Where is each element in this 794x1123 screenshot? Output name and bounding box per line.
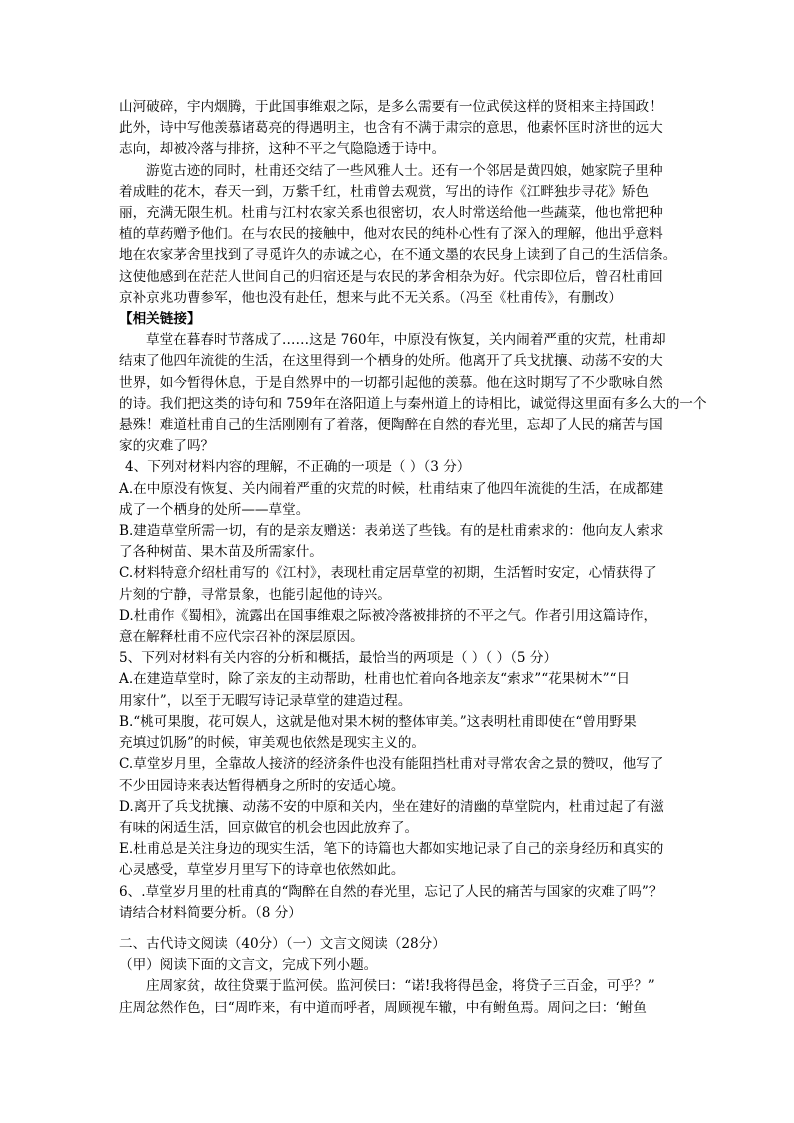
question-4-stem: 4、下列对材料内容的理解，不正确的一项是（ ）（3 分） — [125, 459, 471, 476]
sub-heading: （甲）阅读下面的文言文，完成下列小题。 — [119, 957, 378, 974]
text-line: 丽，充满无限生机。杜甫与江村农家关系也很密切，农人时常送给他一些蔬菜，他也常把种 — [119, 205, 663, 222]
option-c: C.材料特意介绍杜甫写的《江村》，表现杜甫定居草堂的初期，生活暂时安定，心情获得了 — [119, 565, 657, 582]
option-a-cont: 用家什”，以至于无暇写诗记录草堂的建造过程。 — [119, 692, 412, 709]
text-line: 这使他感到在茫茫人世间自己的归宿还是与农民的茅舍相杂为好。代宗即位后，曾召杜甫回 — [119, 268, 663, 285]
text-line: 家的灾难了吗？ — [119, 438, 215, 455]
section-heading: 二、古代诗文阅读（40分）（一）文言文阅读（28分） — [119, 935, 446, 952]
paragraph-start: 庄周家贫，故往贷粟于监河侯。监河侯曰：“诺!我将得邑金，将贷子三百金，可乎？” — [146, 978, 655, 995]
text-line: 植的草药赠予他们。在与农民的接触中，他对农民的纯朴心性有了深入的理解，他出乎意料 — [119, 226, 663, 243]
option-b-cont: 充填过饥肠”的时候，审美观也依然是现实主义的。 — [119, 735, 426, 752]
option-b-cont: 了各种树苗、果木苗及所需家什。 — [119, 544, 323, 561]
option-c-cont: 不少田园诗来表达暂得栖身之所时的安适心境。 — [119, 777, 405, 794]
option-a: A.在中原没有恢复、关内闹着严重的灾荒的时候，杜甫结束了他四年流徙的生活，在成都建 — [119, 480, 664, 497]
question-6-stem: 6、.草堂岁月里的杜甫真的“陶醉在自然的春光里，忘记了人民的痛苦与国家的灾难了吗”？ — [119, 883, 663, 900]
section-gap — [119, 924, 681, 934]
option-d: D.杜甫作《蜀相》，流露出在国事维艰之际被冷落被排挤的不平之气。作者引用这篇诗作， — [119, 607, 658, 624]
text-line: 此外，诗中写他羡慕诸葛亮的得遇明主，也含有不满于肃宗的意思，他素怀匡时济世的远大 — [119, 120, 663, 137]
text-line: 悬殊！难道杜甫自己的生活刚刚有了着落，便陶醉在自然的春光里，忘却了人民的痛苦与国 — [119, 417, 663, 434]
option-a: A.在建造草堂时，除了亲友的主动帮助，杜甫也忙着向各地亲友“索求”“花果树木”“日 — [119, 671, 631, 688]
text-line: 京补京兆功曹参军，他也没有赴任，想来与此不无关系。（冯至《杜甫传》，有删改） — [119, 289, 622, 306]
option-b: B.“桃可果腹，花可娱人，这就是他对果木树的整体审美。”这表明杜甫即使在“曾用野果 — [119, 713, 637, 730]
option-a-cont: 成了一个栖身的处所——草堂。 — [119, 501, 310, 518]
option-e-cont: 心灵感受，草堂岁月里写下的诗章也依然如此。 — [119, 862, 405, 879]
paragraph-start: 游览古迹的同时，杜甫还交结了一些风雅人士。还有一个邻居是黄四娘，她家院子里种 — [146, 162, 663, 179]
option-e: E.杜甫总是关注身边的现实生活，笔下的诗篇也大都如实地记录了自己的亲身经历和真实的 — [119, 841, 664, 858]
option-c-cont: 片刻的宁静，寻常景象，也能引起他的诗兴。 — [119, 586, 391, 603]
option-b: B.建造草堂所需一切，有的是亲友赠送：表弟送了些钱。有的是杜甫索求的：他向友人索求 — [119, 523, 664, 540]
option-d-cont: 意在解释杜甫不应代宗召补的深层原因。 — [119, 629, 364, 646]
text-line: 的诗。我们把这类的诗句和 759年在洛阳道上与秦州道上的诗相比，诚觉得这里面有多么大的一个 — [119, 395, 707, 412]
paragraph-start: 草堂在暮春时节落成了……这是 760年，中原没有恢复，关内闹着严重的灾荒，杜甫却 — [146, 332, 666, 349]
related-heading: 【相关链接】 — [119, 311, 201, 328]
text-line: 山河破碎，宇内烟腾，于此国事维艰之际，是多么需要有一位武侯这样的贤相来主持国政！ — [119, 99, 663, 115]
option-d: D.离开了兵戈扰攘、动荡不安的中原和关内，坐在建好的清幽的草堂院内，杜甫过起了有滋 — [119, 798, 664, 815]
text-line: 地在农家茅舍里找到了寻觅许久的赤诚之心，在不通文墨的农民身上读到了自己的生活信条。 — [119, 247, 677, 264]
option-d-cont: 有味的闲适生活，回京做官的机会也因此放弃了。 — [119, 819, 419, 836]
text-line: 庄周忿然作色，曰“周昨来，有中道而呼者，周顾视车辙，中有鲋鱼焉。周问之曰：‘鲋鱼 — [119, 999, 647, 1016]
option-c: C.草堂岁月里，全靠故人接济的经济条件也没有能阻挡杜甫对寻常农舍之景的赞叹，他写了 — [119, 756, 664, 773]
text-line: 结束了他四年流徙的生活，在这里得到一个栖身的处所。他离开了兵戈扰攘、动荡不安的大 — [119, 353, 663, 370]
text-line: 着成畦的花木，春天一到，万紫千红，杜甫曾去观赏，写出的诗作《江畔独步寻花》矫色 — [119, 183, 650, 200]
document-page — [119, 97, 707, 1019]
question-6-cont: 请结合材料简要分析。（8 分） — [119, 904, 302, 921]
text-line: 世界，如今暂得休息，于是自然界中的一切都引起他的羡慕。他在这时期写了不少歌咏自然 — [119, 374, 663, 391]
text-line: 志向，却被冷落与排挤，这种不平之气隐隐透于诗中。 — [119, 141, 446, 158]
question-5-stem: 5、下列对材料有关内容的分析和概括，最恰当的两项是（ ）（ ）（5 分） — [119, 650, 558, 667]
